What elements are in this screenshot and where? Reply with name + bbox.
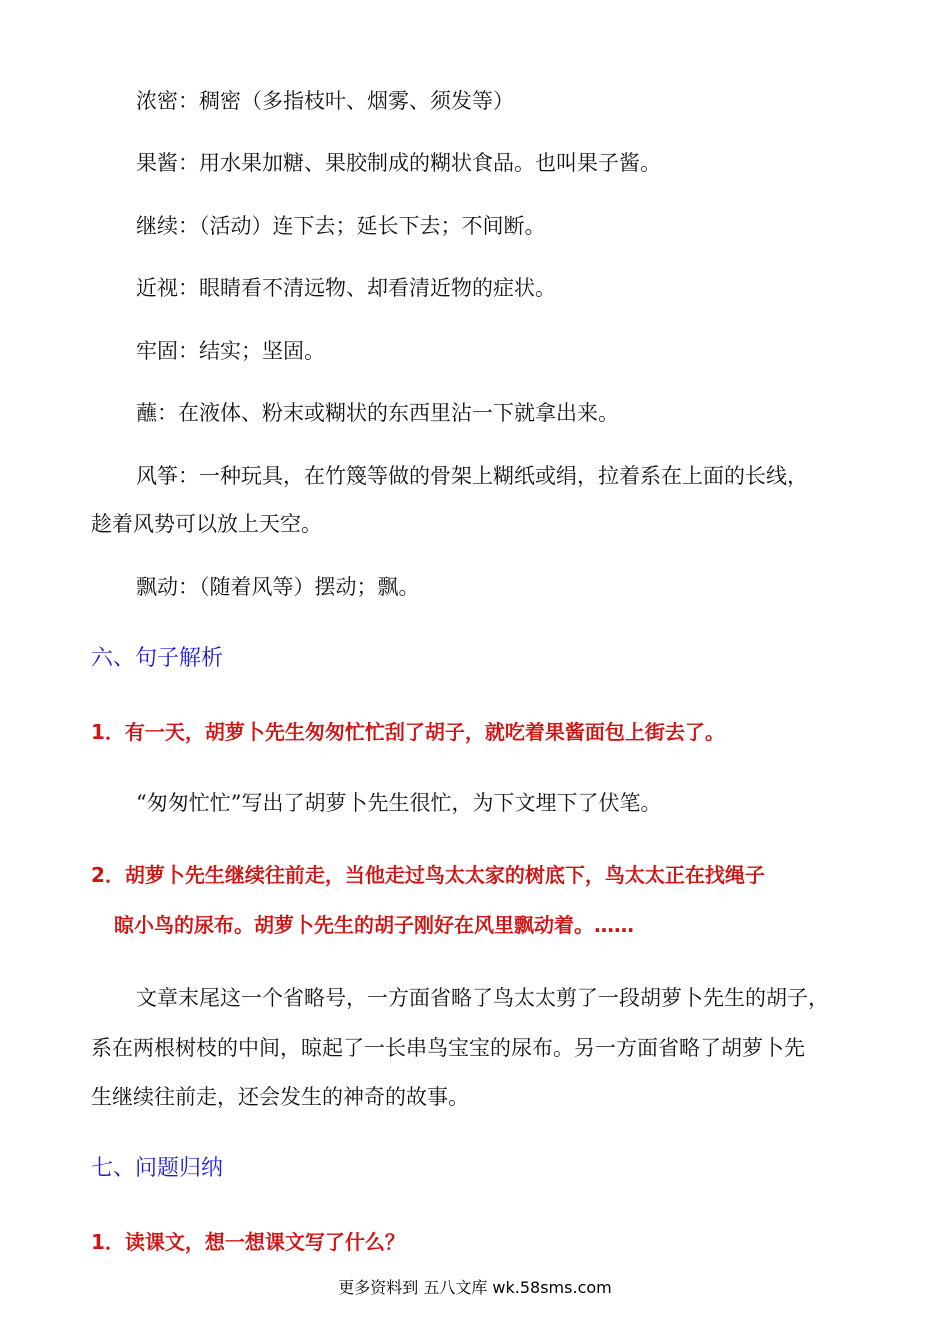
vocab-entry-jixu: 继续：（活动）连下去；延长下去；不间断。 — [136, 214, 546, 238]
vocab-entry-guojiang: 果酱：用水果加糖、果胶制成的糊状食品。也叫果子酱。 — [136, 151, 661, 175]
section-heading-sentence-analysis: 六、句子解析 — [91, 646, 224, 671]
sentence-analysis-2-line-2: 系在两根树枝的中间，晾起了一长串鸟宝宝的尿布。另一方面省略了胡萝卜先 — [91, 1036, 805, 1060]
footer-watermark: 更多资料到 五八文库 wk.58sms.com — [338, 1278, 612, 1297]
question-item-1: 1．读课文，想一想课文写了什么？ — [91, 1230, 405, 1254]
sentence-analysis-1: “匆匆忙忙”写出了胡萝卜先生很忙，为下文埋下了伏笔。 — [136, 791, 662, 815]
vocab-entry-laogu: 牢固：结实；坚固。 — [136, 339, 325, 363]
vocab-entry-jinshi: 近视：眼睛看不清远物、却看清近物的症状。 — [136, 276, 556, 300]
sentence-item-1: 1．有一天，胡萝卜先生匆匆忙忙刮了胡子，就吃着果酱面包上街去了。 — [91, 720, 725, 744]
vocab-entry-piaodong: 飘动：（随着风等）摆动；飘。 — [136, 575, 420, 599]
sentence-analysis-2-line-1: 文章末尾这一个省略号，一方面省略了鸟太太剪了一段胡萝卜先生的胡子， — [136, 986, 829, 1010]
section-heading-question-summary: 七、问题归纳 — [91, 1156, 224, 1181]
sentence-item-2-line-2: 晾小鸟的尿布。胡萝卜先生的胡子刚好在风里飘动着。…… — [114, 913, 634, 937]
sentence-item-2-line-1: 2．胡萝卜先生继续往前走，当他走过鸟太太家的树底下，鸟太太正在找绳子 — [91, 863, 765, 887]
sentence-analysis-2-line-3: 生继续往前走，还会发生的神奇的故事。 — [91, 1085, 469, 1109]
vocab-entry-zhan: 蘸：在液体、粉末或糊状的东西里沾一下就拿出来。 — [136, 401, 619, 425]
vocab-entry-nongmi: 浓密：稠密（多指枝叶、烟雾、须发等） — [136, 89, 514, 113]
vocab-entry-fengzheng-cont: 趁着风势可以放上天空。 — [91, 512, 322, 536]
vocab-entry-fengzheng: 风筝：一种玩具，在竹篾等做的骨架上糊纸或绢，拉着系在上面的长线， — [136, 464, 808, 488]
